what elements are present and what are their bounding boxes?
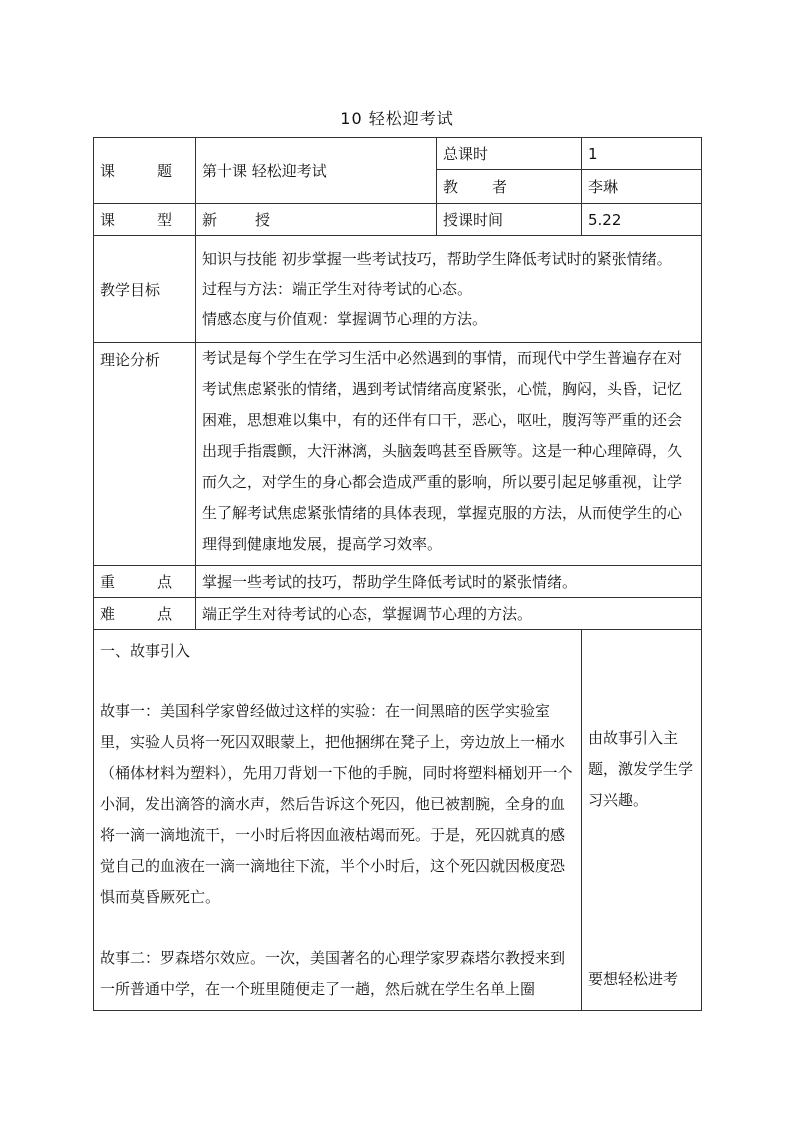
difficulty-label: 难 点: [94, 598, 196, 630]
key-point-label: 重 点: [94, 566, 196, 598]
teacher-label: 教 者: [437, 170, 582, 204]
objectives-content: [196, 236, 702, 343]
objective-line: 知识与技能 初步掌握一些考试技巧，帮助学生降低考试时的紧张情绪。: [202, 250, 672, 268]
course-type-value: 新 授: [196, 204, 437, 236]
date-label: 授课时间: [437, 204, 582, 236]
difficulty-content: 端正学生对待考试的心态，掌握调节心理的方法。: [196, 598, 702, 630]
objective-line: 情感态度与价值观：掌握调节心理的方法。: [202, 310, 488, 328]
page-title: 10 轻松迎考试: [340, 109, 454, 128]
course-type-label: 课 型: [94, 204, 196, 236]
section-heading: 一、故事引入: [100, 642, 191, 660]
story-one: 故事一：美国科学家曾经做过这样的实验：在一间黑暗的医学实验室里，实验人员将一死囚双眼蒙上，把他捆绑在凳子上，旁边放上一桶水（桶体材料为塑料），先用刀背划一下他的手腕，同时将塑料桶划开一个小洞，发出滴答的滴水声，然后告诉这个死囚，他已被割腕，全身的血将一滴一滴地流干，一小时后将因血液枯竭而死。于是，死囚就真的感觉自己的血液在一滴一滴地往下流，半个小时后，这个死囚就因极度恐惧而莫昏厥死亡。: [100, 702, 573, 906]
teacher-value: 李琳: [582, 170, 702, 204]
course-title-value: 第十课 轻松迎考试: [196, 138, 437, 204]
total-hours-value: 1: [582, 138, 702, 170]
analysis-content: 考试是每个学生在学习生活中必然遇到的事情，而现代中学生普遍存在对考试焦虑紧张的情绪，遇到考试情绪高度紧张，心慌，胸闷，头昏，记忆困难，思想难以集中，有的还伴有口干，恶心，呕吐，腹泻等严重的还会出现手指震颤，大汗淋漓，头脑轰鸣甚至昏厥等。这是一种心理障碍，久而久之，对学生的身心都会造成严重的影响，所以要引起足够重视，让学生了解考试焦虑紧张情绪的具体表现，掌握克服的方法，从而使学生的心理得到健康地发展，提高学习效率。: [196, 343, 702, 566]
design-note: 要想轻松进考: [588, 970, 679, 988]
course-title-label: 课 题: [94, 138, 196, 204]
lesson-plan-table: [93, 137, 702, 1011]
key-point-content: 掌握一些考试的技巧，帮助学生降低考试时的紧张情绪。: [196, 566, 702, 598]
objective-line: 过程与方法：端正学生对待考试的心态。: [202, 280, 473, 298]
analysis-label: 理论分析: [94, 343, 196, 566]
teaching-process-content: [94, 630, 582, 1011]
date-value: 5.22: [582, 204, 702, 236]
total-hours-label: 总课时: [437, 138, 582, 170]
design-notes: [582, 630, 702, 1011]
story-two: 故事二：罗森塔尔效应。一次，美国著名的心理学家罗森塔尔教授来到一所普通中学，在一个班里随便走了一趟，然后就在学生名单上圈: [100, 949, 566, 998]
design-note: 由故事引入主题，激发学生学习兴趣。: [588, 729, 694, 809]
objectives-label: 教学目标: [94, 236, 196, 343]
